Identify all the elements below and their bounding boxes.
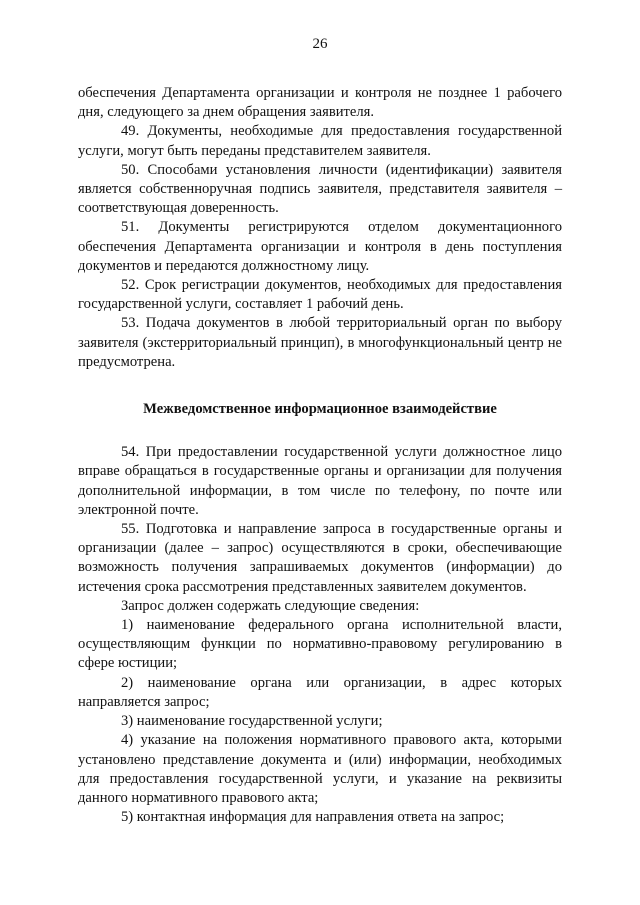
paragraph-51: 51. Документы регистрируются отделом документационного обеспечения Департамента организации и контроля в день поступления документов и передаются должностному лицу. — [78, 219, 562, 274]
list-item-5: 5) контактная информация для направления ответа на запрос; — [121, 809, 505, 826]
list-item-1: 1) наименование федерального органа исполнительной власти, осуществляющим функции по нормативно-правовому регулированию в сфере юстиции; — [78, 617, 562, 672]
paragraph-49: 49. Документы, необходимые для предоставления государственной услуги, могут быть переданы представителем заявителя. — [78, 123, 562, 159]
page-number: 26 — [312, 36, 328, 52]
document-body — [78, 84, 562, 827]
paragraph-54: 54. При предоставлении государственной услуги должностное лицо вправе обращаться в государственные органы и организации для получения дополнительной информации, в том числе по телефону, по почте или электронной почте. — [78, 444, 562, 518]
list-item-4: 4) указание на положения нормативного правового акта, которыми установлено представление документа и (или) информации, необходимых для предоставления государственной услуги, и указание на реквизиты данного нормативного правового акта; — [78, 732, 562, 806]
list-item-3: 3) наименование государственной услуги; — [121, 713, 383, 730]
paragraph-continuation: обеспечения Департамента организации и контроля не позднее 1 рабочего дня, следующего за днем обращения заявителя. — [78, 85, 562, 121]
paragraph-50: 50. Способами установления личности (идентификации) заявителя является собственноручная подпись заявителя, представителя заявителя – соответствующая доверенность. — [78, 161, 562, 217]
paragraph-52: 52. Срок регистрации документов, необходимых для предоставления государственной услуги, составляет 1 рабочий день. — [78, 277, 562, 313]
paragraph-request-intro: Запрос должен содержать следующие сведения: — [121, 597, 420, 614]
section-heading: Межведомственное информационное взаимодействие — [143, 401, 497, 418]
list-item-2: 2) наименование органа или организации, в адрес которых направляется запрос; — [78, 674, 562, 710]
paragraph-53: 53. Подача документов в любой территориальный орган по выбору заявителя (экстерриториальный принцип), в многофункциональный центр не предусмотрена. — [78, 315, 562, 370]
paragraph-55: 55. Подготовка и направление запроса в государственные органы и организации (далее – запрос) осуществляются в сроки, обеспечивающие возможность получения запрашиваемых документов (информации) до истечения срока рассмотрения представленных заявителем документов. — [78, 521, 562, 595]
